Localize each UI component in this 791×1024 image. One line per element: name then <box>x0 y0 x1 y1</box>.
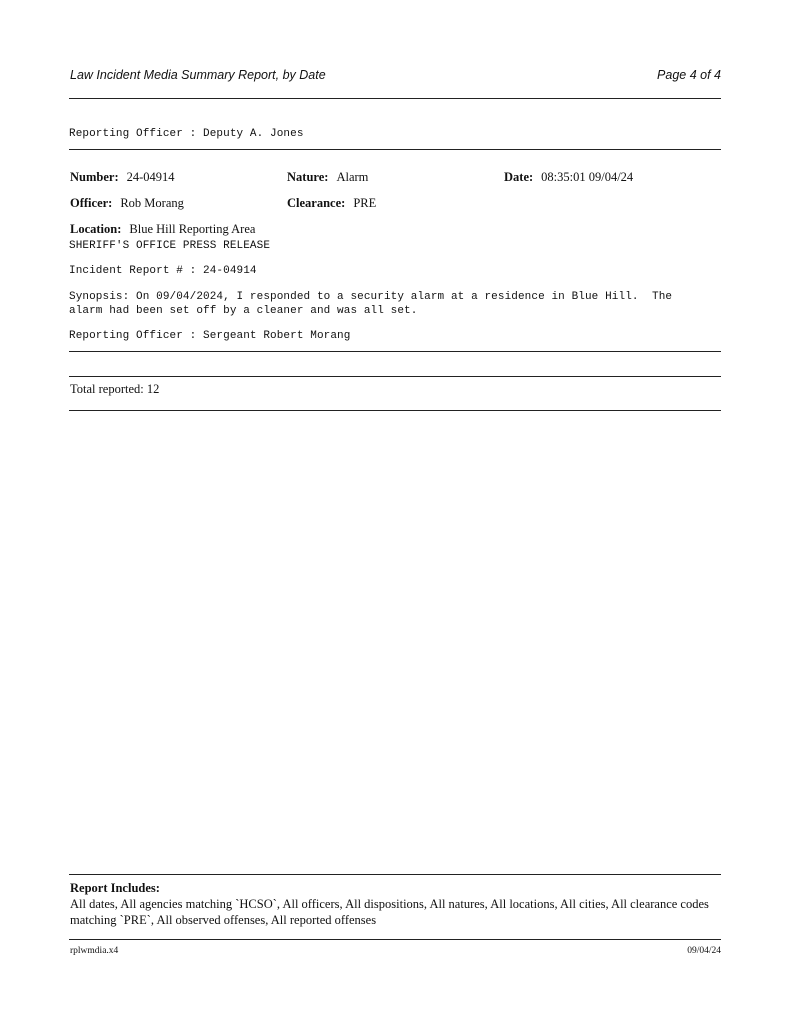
incident-number-field <box>70 170 175 185</box>
nature-label: Nature: <box>287 170 329 184</box>
location-label: Location: <box>70 222 122 236</box>
date-label: Date: <box>504 170 534 184</box>
incident-divider <box>69 351 721 352</box>
press-release-heading: SHERIFF'S OFFICE PRESS RELEASE <box>69 240 271 252</box>
header-divider <box>69 98 721 99</box>
officer-label: Officer: <box>70 196 113 210</box>
officer-field <box>70 196 184 211</box>
footer-bottom-divider <box>69 939 721 940</box>
synopsis-line-2: alarm had been set off by a cleaner and was all set. <box>69 305 418 317</box>
reporting-officer: Reporting Officer : Sergeant Robert Morang <box>69 330 351 342</box>
summary-top-divider <box>69 376 721 377</box>
entry-divider <box>69 149 721 150</box>
clearance-value: PRE <box>353 196 377 210</box>
summary-bottom-divider <box>69 410 721 411</box>
report-includes-label: Report Includes: <box>70 881 160 895</box>
location-value: Blue Hill Reporting Area <box>129 222 256 236</box>
nature-field <box>287 170 368 185</box>
nature-value: Alarm <box>336 170 369 184</box>
incident-number: 24-04914 <box>126 170 175 184</box>
total-reported: Total reported: 12 <box>70 382 160 396</box>
report-title: Law Incident Media Summary Report, by Date <box>70 68 326 82</box>
report-file-name: rplwmdia.x4 <box>70 946 119 956</box>
incident-report-number: Incident Report # : 24-04914 <box>69 265 257 277</box>
date-value: 08:35:01 09/04/24 <box>541 170 634 184</box>
officer-value: Rob Morang <box>120 196 184 210</box>
page-number: Page 4 of 4 <box>657 68 721 82</box>
location-field <box>70 222 255 237</box>
report-includes-text: All dates, All agencies matching `HCSO`, All officers, All dispositions, All natures, All locations, All cities, All clearance codes matching `PRE`, All observed offenses, All reported offenses <box>70 897 709 927</box>
footer-top-divider <box>69 874 721 875</box>
footer-date: 09/04/24 <box>687 946 721 956</box>
report-includes <box>70 880 722 928</box>
number-label: Number: <box>70 170 119 184</box>
date-field <box>504 170 633 185</box>
clearance-label: Clearance: <box>287 196 346 210</box>
synopsis-line-1: Synopsis: On 09/04/2024, I responded to a security alarm at a residence in Blue Hill. The <box>69 291 673 303</box>
clearance-field <box>287 196 376 211</box>
previous-reporting-officer: Reporting Officer : Deputy A. Jones <box>69 128 304 140</box>
